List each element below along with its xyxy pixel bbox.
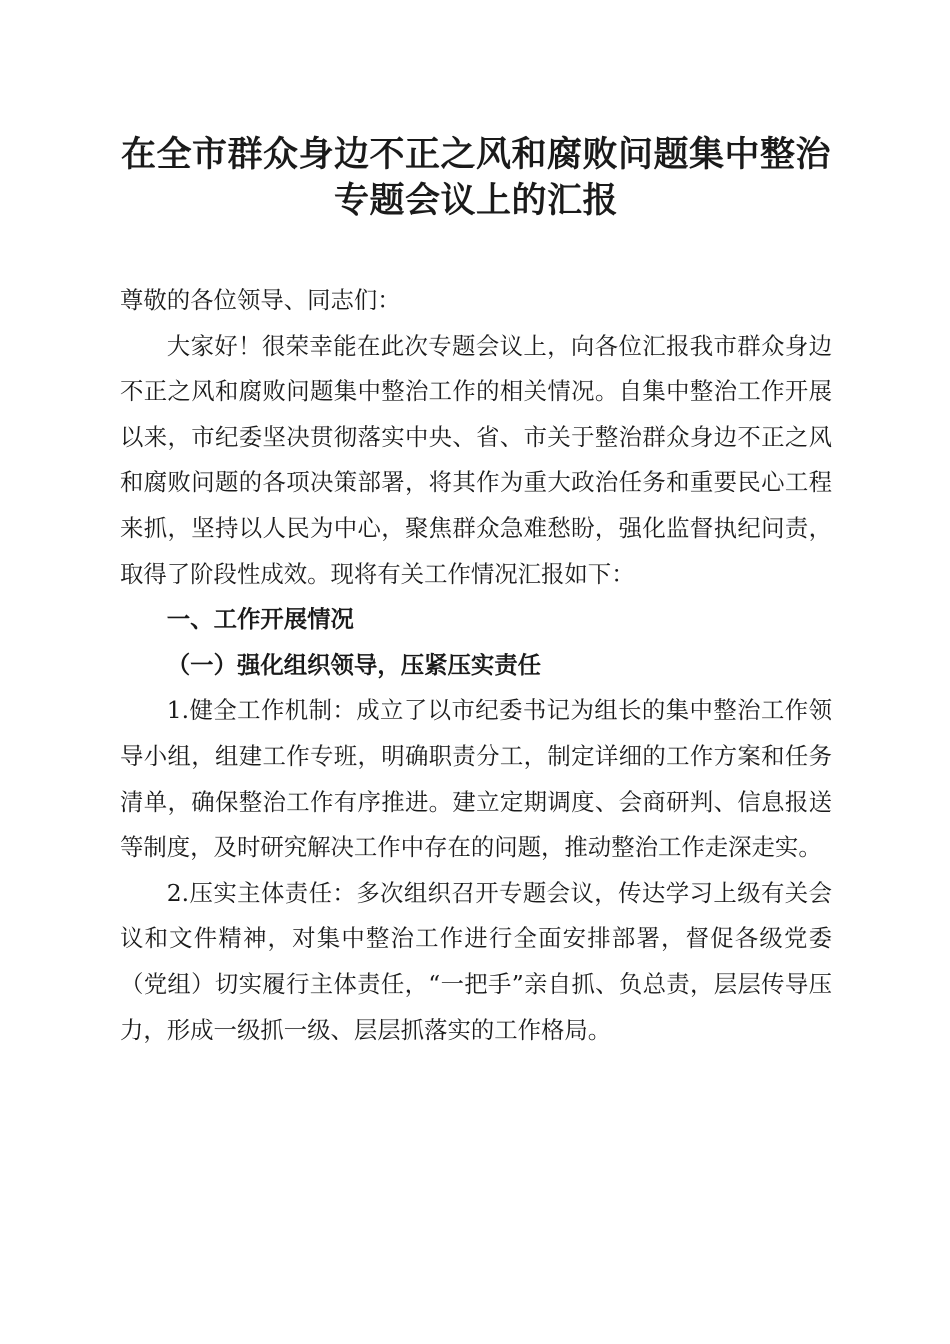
title-line-1: 在全市群众身边不正之风和腐败问题集中整治 — [120, 134, 831, 175]
title-line-2: 专题会议上的汇报 — [333, 180, 618, 221]
paragraph-item-2: 2.压实主体责任：多次组织召开专题会议，传达学习上级有关会议和文件精神，对集中整治工作进行全面安排部署，督促各级党委（党组）切实履行主体责任，“一把手”亲自抓、负总责，层层传导压力，形成一级抓一级、层层抓落实的工作格局。 — [120, 878, 832, 1044]
document-body — [120, 278, 832, 1053]
document-page — [120, 132, 832, 1053]
paragraph-item-1: 1.健全工作机制：成立了以市纪委书记为组长的集中整治工作领导小组，组建工作专班，明确职责分工，制定详细的工作方案和任务清单，确保整治工作有序推进。建立定期调度、会商研判、信息报送等制度，及时研究解决工作中存在的问题，推动整治工作走深走实。 — [120, 696, 832, 862]
salutation: 尊敬的各位领导、同志们： — [120, 286, 401, 314]
section-heading-1: 一、工作开展情况 — [166, 605, 354, 634]
document-title — [120, 132, 832, 224]
subsection-heading-1: （一）强化组织领导，压紧压实责任 — [166, 650, 542, 679]
intro-paragraph: 大家好！很荣幸能在此次专题会议上，向各位汇报我市群众身边不正之风和腐败问题集中整治工作的相关情况。自集中整治工作开展以来，市纪委坚决贯彻落实中央、省、市关于整治群众身边不正之风和腐败问题的各项决策部署，将其作为重大政治任务和重要民心工程来抓，坚持以人民为中心，聚焦群众急难愁盼，强化监督执纪问责，取得了阶段性成效。现将有关工作情况汇报如下： — [120, 331, 832, 588]
